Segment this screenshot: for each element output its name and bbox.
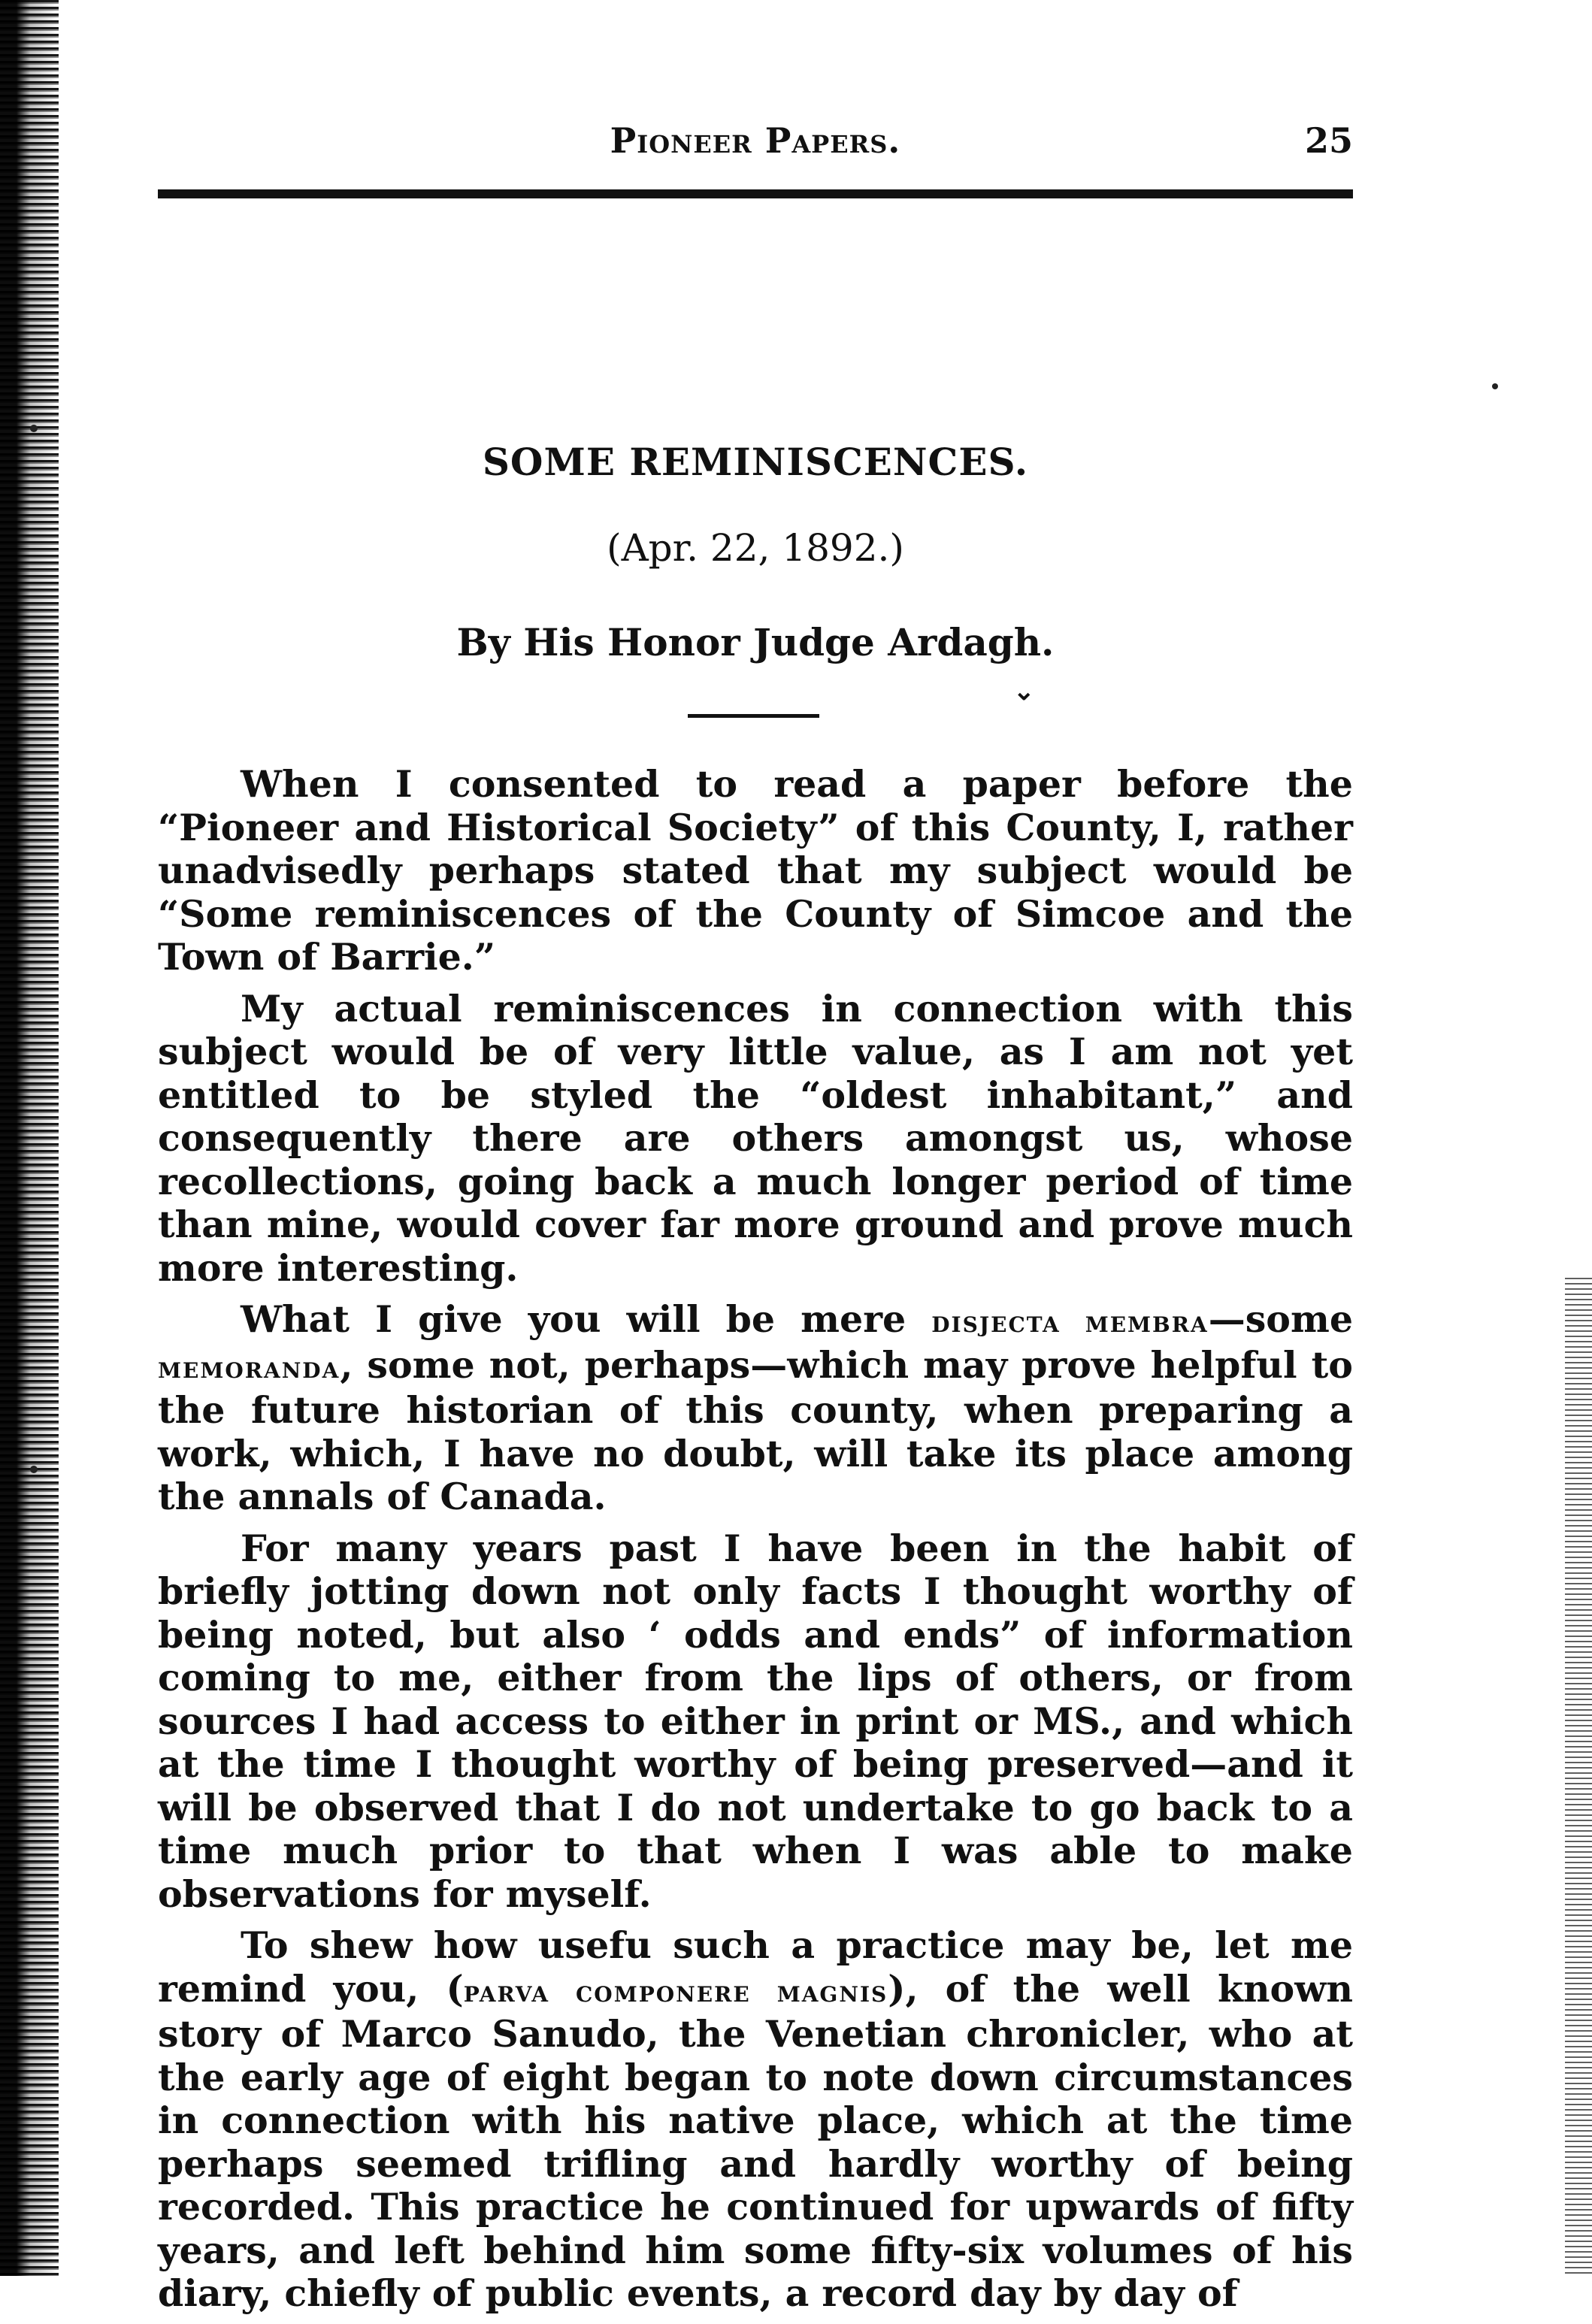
paragraph-5-text: To shew how usefu such a practice may be, let me remind you, (	[158, 1923, 1353, 2011]
paragraph-3-text: , some not, perhaps—which may prove helpful to the future historian of this county, when preparing a work, which, I have no doubt, will take its place among the annals of Canada.	[158, 1342, 1353, 1518]
article-date: (Apr. 22, 1892.)	[607, 526, 904, 570]
paragraph-4: For many years past I have been in the habit of briefly jotting down not only facts I thought worthy of being noted, but also ‘ odds and ends” of information coming to me, either from the lips of others, or from sources I had access to either in print or MS., and which at the time I thought worthy of being preserved—and it will be observed that I do not undertake to go back to a time much prior to that when I was able to make observations for myself.	[158, 1526, 1353, 1916]
paragraph-5	[158, 1924, 1353, 2316]
running-head: Pioneer Papers.	[610, 120, 901, 161]
latin-phrase: memoranda	[158, 1349, 340, 1385]
page-header	[158, 120, 1353, 165]
article-body	[158, 763, 1353, 2324]
scan-speck	[30, 1466, 38, 1473]
scan-speck	[1492, 383, 1498, 389]
paragraph-1: When I consented to read a paper before the “Pioneer and Historical Society” of this County, I, rather unadvisedly perhaps stated that my subject would be “Some reminiscences of the County of Simcoe and the Town of Barrie.”	[158, 762, 1353, 979]
paragraph-3	[158, 1298, 1353, 1519]
scan-speck	[30, 425, 38, 432]
paragraph-3-text: —some	[1208, 1297, 1353, 1341]
scanned-page-edge-right	[1565, 1278, 1592, 2276]
header-rule	[158, 189, 1353, 198]
caret-mark: ⌄	[1013, 676, 1035, 707]
scanned-page-edge-left	[0, 0, 59, 2276]
section-divider	[688, 714, 819, 718]
article-author: By His Honor Judge Ardagh.	[456, 620, 1055, 664]
paragraph-5-text: ), of the well known story of Marco Sanudo, the Venetian chronicler, who at the early age of eight began to note down circumstances in connection with his native place, which at the time perhaps seemed trifling and hardly worthy of being recorded. This practice he continued for upwards of fifty years, and left behind him some fifty-six volumes of his diary, chiefly of public events, a record day by day of	[158, 1966, 1354, 2315]
page-number: 25	[1304, 120, 1353, 161]
article-title: SOME REMINISCENCES.	[482, 440, 1029, 484]
paragraph-3-text: What I give you will be mere	[241, 1297, 932, 1341]
latin-phrase: disjecta membra	[931, 1304, 1209, 1339]
latin-phrase: parva componere magnis	[463, 1973, 888, 2009]
paragraph-2: My actual reminiscences in connection with this subject would be of very little value, as I am not yet entitled to be styled the “oldest inhabitant,” and consequently there are others amongst us, whose recollections, going back a much longer period of time than mine, would cover far more ground and prove much more interesting.	[158, 986, 1353, 1290]
